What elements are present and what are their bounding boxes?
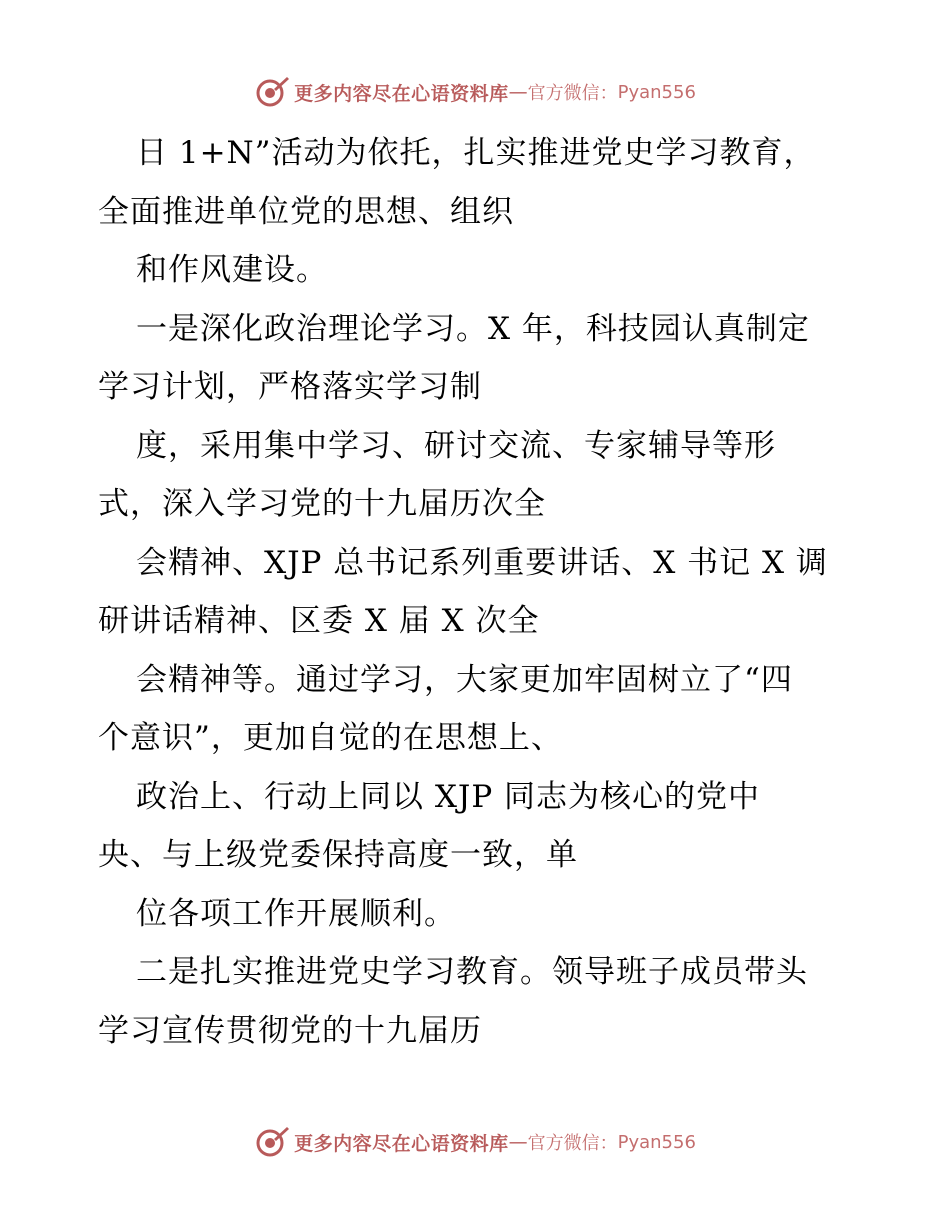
body-text-line: 全面推进单位党的思想、组织 <box>98 193 514 230</box>
body-text-line: 和作风建设。 <box>136 252 328 288</box>
body-text-line: 二是扎实推进党史学习教育。领导班子成员带头 <box>136 954 808 990</box>
footer-watermark <box>0 1122 950 1162</box>
watermark-sub-text: 官方微信： <box>527 1133 618 1154</box>
body-text-line: 度，采用集中学习、研讨交流、专家辅导等形 <box>136 427 776 464</box>
pen-logo-icon <box>254 74 290 110</box>
body-text-line: 一是深化政治理论学习。X 年，科技园认真制定 <box>136 310 810 347</box>
body-text-line: 政治上、行动上同以 XJP 同志为核心的党中 <box>136 778 761 815</box>
body-text-line: 式，深入学习党的十九届历次全 <box>98 486 546 522</box>
body-text-line: 学习计划，严格落实学习制 <box>98 369 482 405</box>
watermark-main-text: 更多内容尽在心语资料库 <box>294 82 509 105</box>
watermark-dash: — <box>508 1131 528 1153</box>
watermark-main-text: 更多内容尽在心语资料库 <box>294 1132 509 1155</box>
body-text-line: 研讲话精神、区委 X 届 X 次全 <box>98 603 540 639</box>
watermark-id-text: Pyan556 <box>617 81 696 103</box>
pen-logo-icon <box>254 1124 290 1160</box>
watermark-sub-text: 官方微信： <box>527 83 618 104</box>
body-text-line: 会精神、XJP 总书记系列重要讲话、X 书记 X 调 <box>136 544 828 581</box>
body-text-line: 会精神等。通过学习，大家更加牢固树立了“四 <box>136 661 793 698</box>
watermark-id-text: Pyan556 <box>617 1131 696 1153</box>
document-body <box>98 124 878 1060</box>
body-text-line: 央、与上级党委保持高度一致，单 <box>98 837 578 873</box>
body-text-line: 日 1+N”活动为依托，扎实推进党史学习教育， <box>136 135 816 171</box>
watermark-dash: — <box>508 81 528 103</box>
header-watermark <box>0 72 950 112</box>
body-text-line: 学习宣传贯彻党的十九届历 <box>98 1012 482 1049</box>
body-text-line: 位各项工作开展顺利。 <box>136 895 456 932</box>
body-text-line: 个意识”，更加自觉的在思想上、 <box>98 720 563 756</box>
